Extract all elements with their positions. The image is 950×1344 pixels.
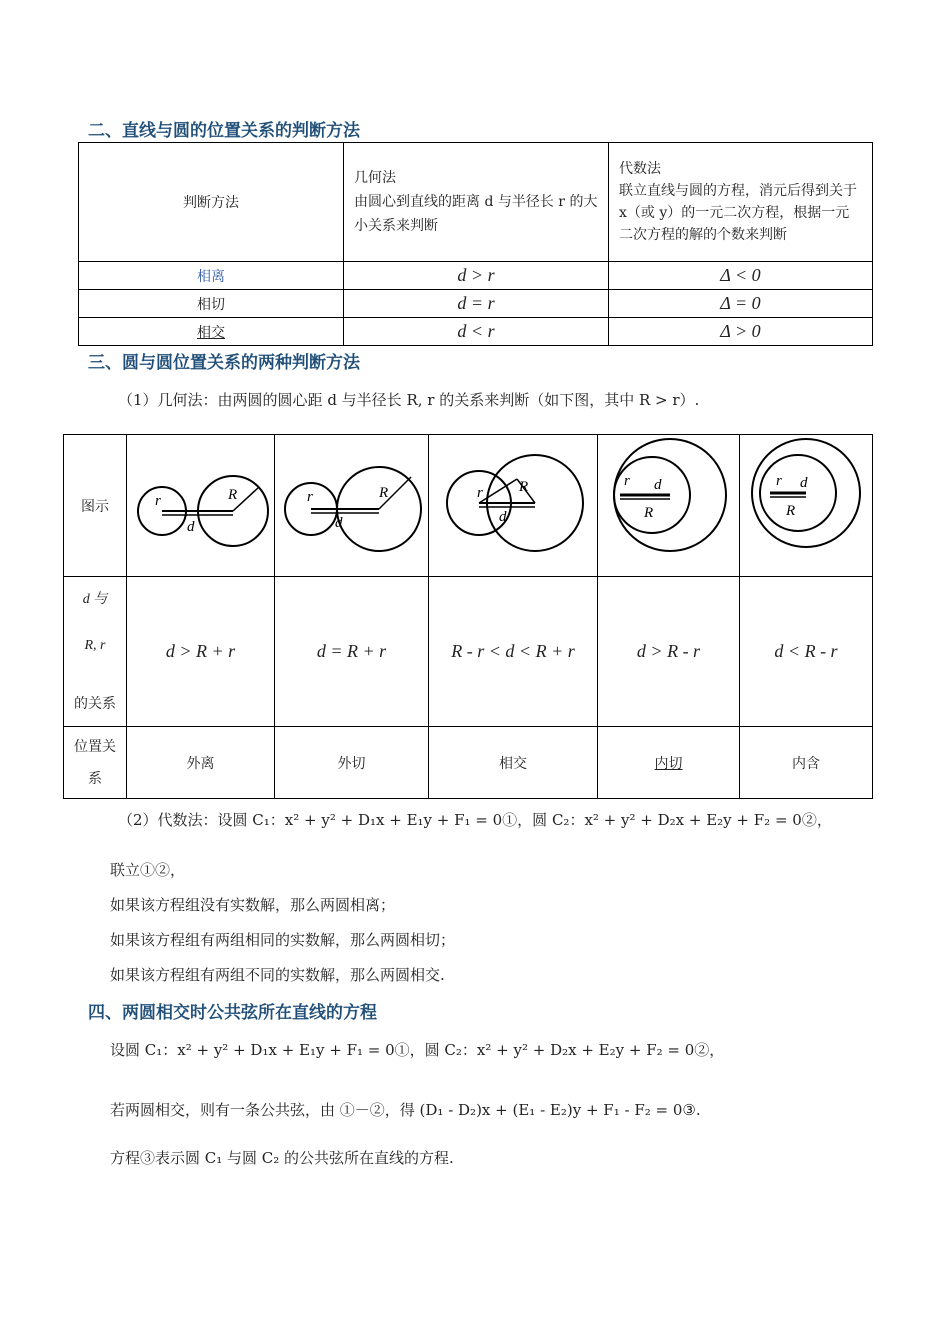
relation-separate: d > R + r	[127, 577, 275, 727]
figure-contain	[740, 435, 873, 577]
alg-line-1: 联立①②，	[110, 861, 186, 879]
position-row-label: 位置关系	[64, 727, 127, 799]
alg-intro: （2）代数法：设圆 C₁：x² + y² + D₁x + E₁y + F₁ = 0①，圆 C₂：x² + y² + D₂x + E₂y + F₂ = 0②，	[118, 811, 832, 829]
position-ext-tangent: 外切	[275, 727, 429, 799]
label-R: R	[379, 485, 389, 501]
label-R: R	[228, 487, 238, 503]
alg-line-2: 如果该方程组没有实数解，那么两圆相离；	[110, 896, 396, 914]
sec4-line-1: 设圆 C₁：x² + y² + D₁x + E₁y + F₁ = 0①，圆 C₂：x² + y² + D₂x + E₂y + F₂ = 0②，	[110, 1041, 725, 1059]
label-d: d	[187, 519, 195, 535]
sec4-line-2: 若两圆相交，则有一条公共弦，由 ①－②，得 (D₁ - D₂)x + (E₁ - E₂)y + F₁ - F₂ = 0③.	[110, 1101, 701, 1119]
label-R: R	[519, 479, 529, 495]
alg-line-3: 如果该方程组有两组相同的实数解，那么两圆相切；	[110, 931, 456, 949]
containing-circles-figure	[740, 435, 872, 572]
relation-int-tangent: d > R - r	[598, 577, 740, 727]
label-r: r	[477, 485, 483, 501]
section3-heading: 三、圆与圆位置关系的两种判断方法	[88, 353, 360, 373]
relation-row-label	[64, 577, 127, 727]
algebraic-title: 代数法	[619, 161, 661, 177]
label-r: r	[624, 473, 630, 489]
label-d: d	[335, 515, 343, 531]
label-r: r	[776, 473, 782, 489]
relation-label-2: R, r	[84, 637, 106, 653]
algebraic-cell	[609, 143, 873, 262]
row-geo: d < r	[344, 318, 609, 346]
relation-label-1: d 与	[82, 591, 108, 607]
label-d: d	[654, 477, 662, 493]
externally-tangent-figure	[275, 435, 428, 572]
figure-intersect	[429, 435, 598, 577]
geometric-cell	[344, 143, 609, 262]
label-d: d	[499, 509, 507, 525]
figure-ext-tangent	[275, 435, 429, 577]
relation-ext-tangent: d = R + r	[275, 577, 429, 727]
geometric-title: 几何法	[354, 170, 396, 186]
position-intersect: 相交	[429, 727, 598, 799]
position-int-tangent: 内切	[598, 727, 740, 799]
position-separate: 外离	[127, 727, 275, 799]
label-R: R	[786, 503, 796, 519]
sec4-line-3: 方程③表示圆 C₁ 与圆 C₂ 的公共弦所在直线的方程.	[110, 1149, 454, 1167]
label-R: R	[644, 505, 654, 521]
algebraic-desc: 联立直线与圆的方程，消元后得到关于 x（或 y）的一元二次方程，根据一元二次方程的解的个数来判断	[619, 183, 857, 243]
section4-heading: 四、两圆相交时公共弦所在直线的方程	[88, 1003, 377, 1023]
row-alg: Δ < 0	[609, 262, 873, 290]
row-alg: Δ > 0	[609, 318, 873, 346]
row-name: 相交	[79, 318, 344, 346]
row-alg: Δ = 0	[609, 290, 873, 318]
geo-intro: （1）几何法：由两圆的圆心距 d 与半径长 R, r 的关系来判断（如下图，其中 R > r）.	[118, 391, 700, 409]
row-geo: d > r	[344, 262, 609, 290]
separate-circles-figure	[127, 435, 274, 572]
internally-tangent-figure	[598, 435, 739, 572]
relation-contain: d < R - r	[740, 577, 873, 727]
header-method: 判断方法	[79, 143, 344, 262]
intersecting-circles-figure	[429, 435, 597, 572]
row-name: 相离	[79, 262, 344, 290]
circle-circle-table	[63, 434, 873, 799]
label-r: r	[307, 489, 313, 505]
position-contain: 内含	[740, 727, 873, 799]
line-circle-table	[78, 142, 873, 346]
relation-intersect: R - r < d < R + r	[429, 577, 598, 727]
figure-int-tangent	[598, 435, 740, 577]
section2-heading: 二、直线与圆的位置关系的判断方法	[88, 121, 360, 141]
label-d: d	[800, 475, 808, 491]
figure-row-label: 图示	[64, 435, 127, 577]
relation-label-3: 的关系	[74, 695, 116, 712]
row-geo: d = r	[344, 290, 609, 318]
geometric-desc: 由圆心到直线的距离 d 与半径长 r 的大小关系来判断	[354, 194, 598, 234]
label-r: r	[155, 493, 161, 509]
figure-separate	[127, 435, 275, 577]
alg-line-4: 如果该方程组有两组不同的实数解，那么两圆相交.	[110, 966, 445, 984]
row-name: 相切	[79, 290, 344, 318]
